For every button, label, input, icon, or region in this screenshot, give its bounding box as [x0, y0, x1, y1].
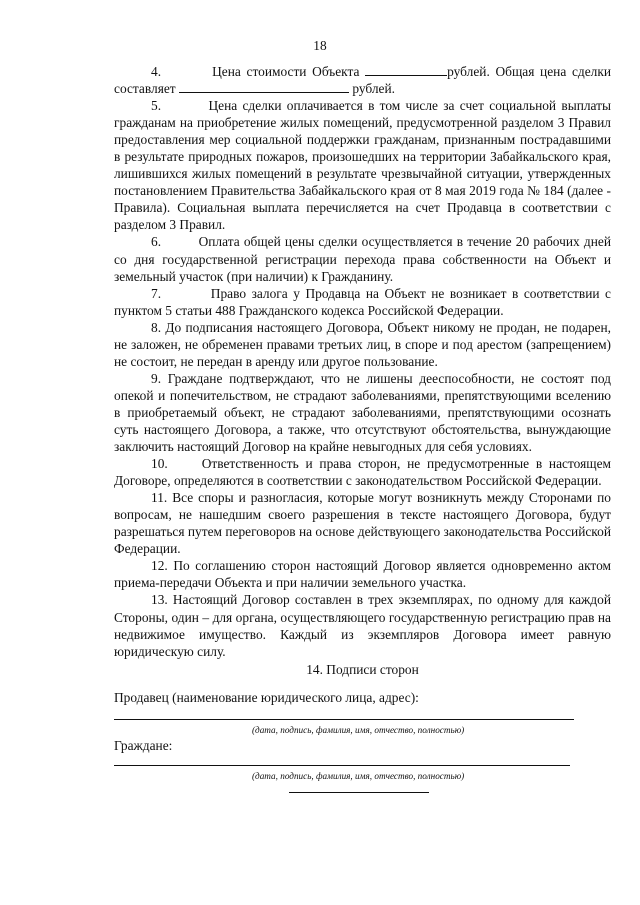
clause-text: 11. Все споры и разногласия, которые могут возникнуть между Сторонами по вопросам, не нашедшим своего разрешения в тексте настоящего Договора, будут разрешаться путем переговоров на основе действующего законодательства Российской Федерации. [114, 490, 611, 557]
clause-p5 [114, 97, 611, 233]
clause-text: 5. Цена сделки оплачивается в том числе за счет социальной выплаты гражданам на приобретение жилых помещений, предусмотренной разделом 3 Правил предоставления мер социальной поддержки гражданам, признанным пострадавшими в результате природных пожаров, произошедших на территории Забайкальского края, лишившихся жилых помещений в результате чрезвычайной ситуации, утвержденных постановлением Правительства Забайкальского края от 8 мая 2019 года № 184 (далее - Правила). Социальная выплата перечисляется на счет Продавца в соответствии с разделом 3 Правил. [114, 98, 611, 233]
clause-text: 8. До подписания настоящего Договора, Объект никому не продан, не подарен, не заложен, не обременен правами третьих лиц, в споре и под арестом (запрещением) не состоит, не передан в аренду или другое пользование. [114, 319, 611, 369]
clause-p6 [114, 233, 611, 284]
citizens-label: Граждане: [114, 738, 173, 753]
clause-p8 [114, 319, 611, 370]
blank-fill-line [365, 63, 447, 76]
page-number: 18 [313, 38, 327, 53]
clause-text: 10. Ответственность и права сторон, не предусмотренные в настоящем Договоре, определяются в соответствии с законодательством Российской Федерации. [114, 456, 611, 489]
clause-text: 6. Оплата общей цены сделки осуществляется в течение 20 рабочих дней со дня государственной регистрации перехода права собственности на Объект и земельный участок (при наличии) к Гражданину. [114, 234, 611, 284]
clause-text: 9. Граждане подтверждают, что не лишены дееспособности, не состоят под опекой и попечительством, не страдают заболеваниями, препятствующими вселению в приобретаемый объект, не страдают заболеваниями, препятствующими осознать суть настоящего Договора, а также, что отсутствуют обстоятельства, вынуждающие заключить настоящий Договор на крайне невыгодных для себя условиях. [114, 370, 611, 455]
clause-text: рублей. Общая цена сделки составляет [114, 64, 611, 97]
clause-text: 4. Цена стоимости Объекта [151, 64, 366, 79]
clause-p12 [114, 557, 611, 591]
clause-p13 [114, 591, 611, 659]
clause-p10 [114, 455, 611, 489]
contract-body [114, 63, 611, 678]
blank-fill-line [179, 80, 349, 93]
clause-p9 [114, 370, 611, 455]
citizens-signature-hint: (дата, подпись, фамилия, имя, отчество, полностью) [252, 771, 465, 781]
section-title-signatures: 14. Подписи сторон [306, 661, 419, 677]
clause-p7 [114, 285, 611, 319]
seller-signature-line [114, 719, 574, 720]
clause-text: 13. Настоящий Договор составлен в трех экземплярах, по одному для каждой Стороны, один – для органа, осуществляющего государственную регистрацию прав на недвижимое имущество. Каждый из экземпляров Договора имеет равную юридическую силу. [114, 592, 611, 659]
closing-rule [289, 792, 429, 793]
contract-clauses [114, 63, 611, 660]
clause-text: рублей. [349, 81, 396, 97]
citizens-signature-line [114, 765, 570, 766]
seller-label: Продавец (наименование юридического лица, адрес): [114, 690, 419, 705]
clause-text: 7. Право залога у Продавца на Объект не возникает в соответствии с пунктом 5 статьи 488 Гражданского кодекса Российской Федерации. [114, 285, 611, 318]
seller-signature-hint: (дата, подпись, фамилия, имя, отчество, полностью) [252, 725, 465, 735]
clause-p4 [114, 63, 611, 97]
clause-p11 [114, 489, 611, 557]
clause-text: 12. По соглашению сторон настоящий Договор является одновременно актом приема-передачи Объекта и при наличии земельного участка. [114, 558, 611, 591]
